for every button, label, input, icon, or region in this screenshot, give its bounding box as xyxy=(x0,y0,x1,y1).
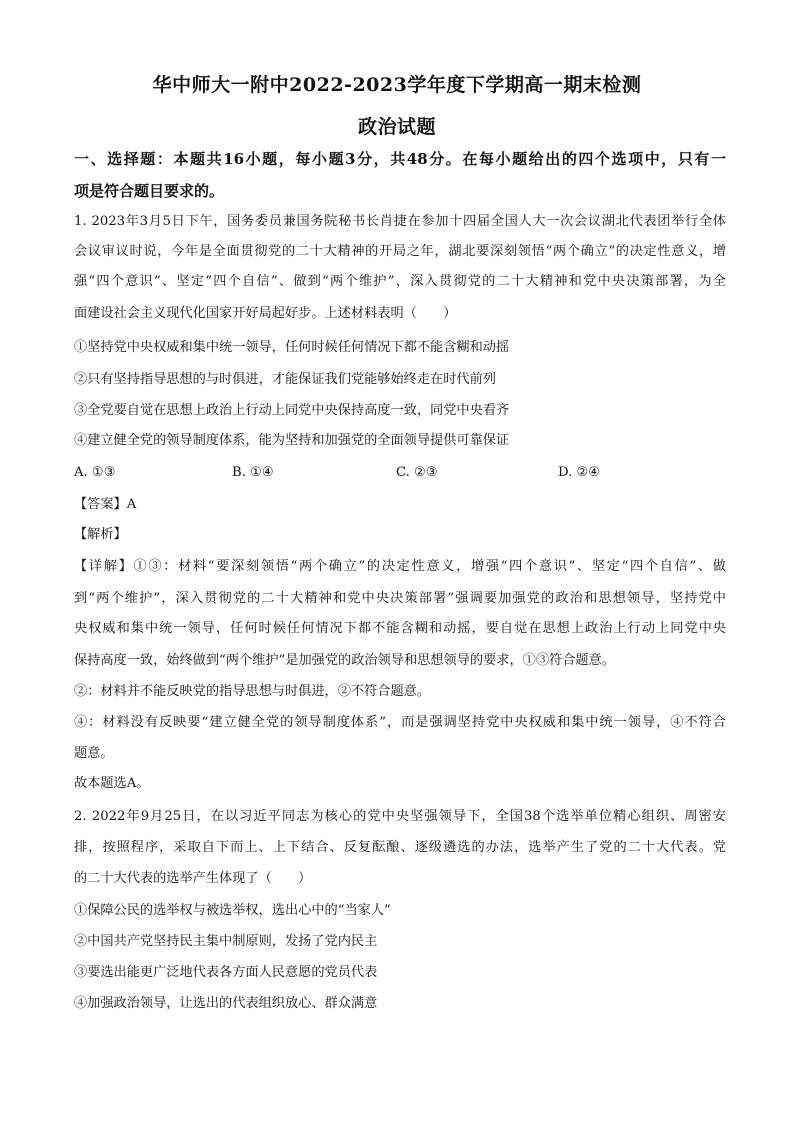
q2-statement: ④加强政治领导，让选出的代表组织放心、群众满意 xyxy=(74,996,378,1011)
q1-analysis-label: 【解析】 xyxy=(74,527,127,542)
q1-detail-line: 题意。 xyxy=(74,746,114,761)
section-heading-line-2: 项是符合题目要求的。 xyxy=(74,182,225,200)
q2-stem-line: 的二十大代表的选举产生体现了（ ） xyxy=(74,871,312,886)
q2-statement: ②中国共产党坚持民主集中制原则，发扬了党内民主 xyxy=(74,934,378,949)
q1-statement: ②只有坚持指导思想的与时俱进，才能保证我们党能够始终走在时代前列 xyxy=(74,372,496,387)
page-title: 华中师大一附中2022-2023学年度下学期高一期末检测 xyxy=(152,74,642,96)
q2-statement: ③要选出能更广泛地代表各方面人民意愿的党员代表 xyxy=(74,965,378,980)
q1-detail-line: 【详解】①③：材料“要深刻领悟“两个确立”的决定性意义，增强“四个意识”、坚定“四个自信”、做 xyxy=(74,559,726,574)
q1-option-b: B. ①④ xyxy=(232,465,274,480)
q2-stem-line: 2. 2022年9月25日，在以习近平同志为核心的党中央坚强领导下，全国38个选举单位精心组织、周密安 xyxy=(74,809,726,824)
q1-statement: ④建立健全党的领导制度体系，能为坚持和加强党的全面领导提供可靠保证 xyxy=(74,433,510,448)
q1-answer: 【答案】A xyxy=(74,497,137,512)
q1-option-c: C. ②③ xyxy=(396,465,438,480)
q1-stem-line: 会议审议时说，今年是全面贯彻党的二十大精神的开局之年，湖北要深刻领悟“两个确立”的决定性意义，增 xyxy=(74,244,726,259)
q1-option-d: D. ②④ xyxy=(558,465,601,480)
q1-detail-line: 保持高度一致，始终做到“两个维护”是加强党的政治领导和思想领导的要求，①③符合题意。 xyxy=(74,653,615,668)
q1-option-a: A. ①③ xyxy=(74,465,116,480)
q1-stem-line: 面建设社会主义现代化国家开好局起好步。上述材料表明（ ） xyxy=(74,306,457,321)
q1-stem-line: 强“四个意识”、坚定“四个自信”、做到“两个维护”，深入贯彻党的二十大精神和党中央决策部署，为全 xyxy=(74,274,726,289)
q1-detail-line: 央权威和集中统一领导，任何时候任何情况下都不能含糊和动摇，要自觉在思想上政治上行动上同党中央 xyxy=(74,621,726,636)
page-subtitle: 政治试题 xyxy=(357,116,436,138)
q2-stem-line: 排，按照程序，采取自下而上、上下结合、反复酝酿、逐级遴选的办法，选举产生了党的二十大代表。党 xyxy=(74,840,726,855)
section-heading-line-1: 一、选择题：本题共16小题，每小题3分，共48分。在每小题给出的四个选项中，只有一 xyxy=(74,150,726,168)
q2-statement: ①保障公民的选举权与被选举权，选出心中的“当家人” xyxy=(74,903,391,918)
q1-detail-line: 故本题选A。 xyxy=(74,776,150,791)
q1-statement: ①坚持党中央权威和集中统一领导，任何时候任何情况下都不能含糊和动摇 xyxy=(74,340,510,355)
q1-detail-line: ②：材料并不能反映党的指导思想与时俱进，②不符合题意。 xyxy=(74,684,431,699)
q1-statement: ③全党要自觉在思想上政治上行动上同党中央保持高度一致，同党中央看齐 xyxy=(74,403,510,418)
q1-detail-line: ④：材料没有反映要“建立健全党的领导制度体系”，而是强调坚持党中央权威和集中统一领导，④不符合 xyxy=(74,715,726,730)
q1-detail-line: 到“两个维护”，深入贯彻党的二十大精神和党中央决策部署”强调要加强党的政治和思想领导，坚持党中 xyxy=(74,591,726,606)
q1-stem-line: 1. 2023年3月5日下午，国务委员兼国务院秘书长肖捷在参加十四届全国人大一次会议湖北代表团举行全体 xyxy=(74,214,726,229)
